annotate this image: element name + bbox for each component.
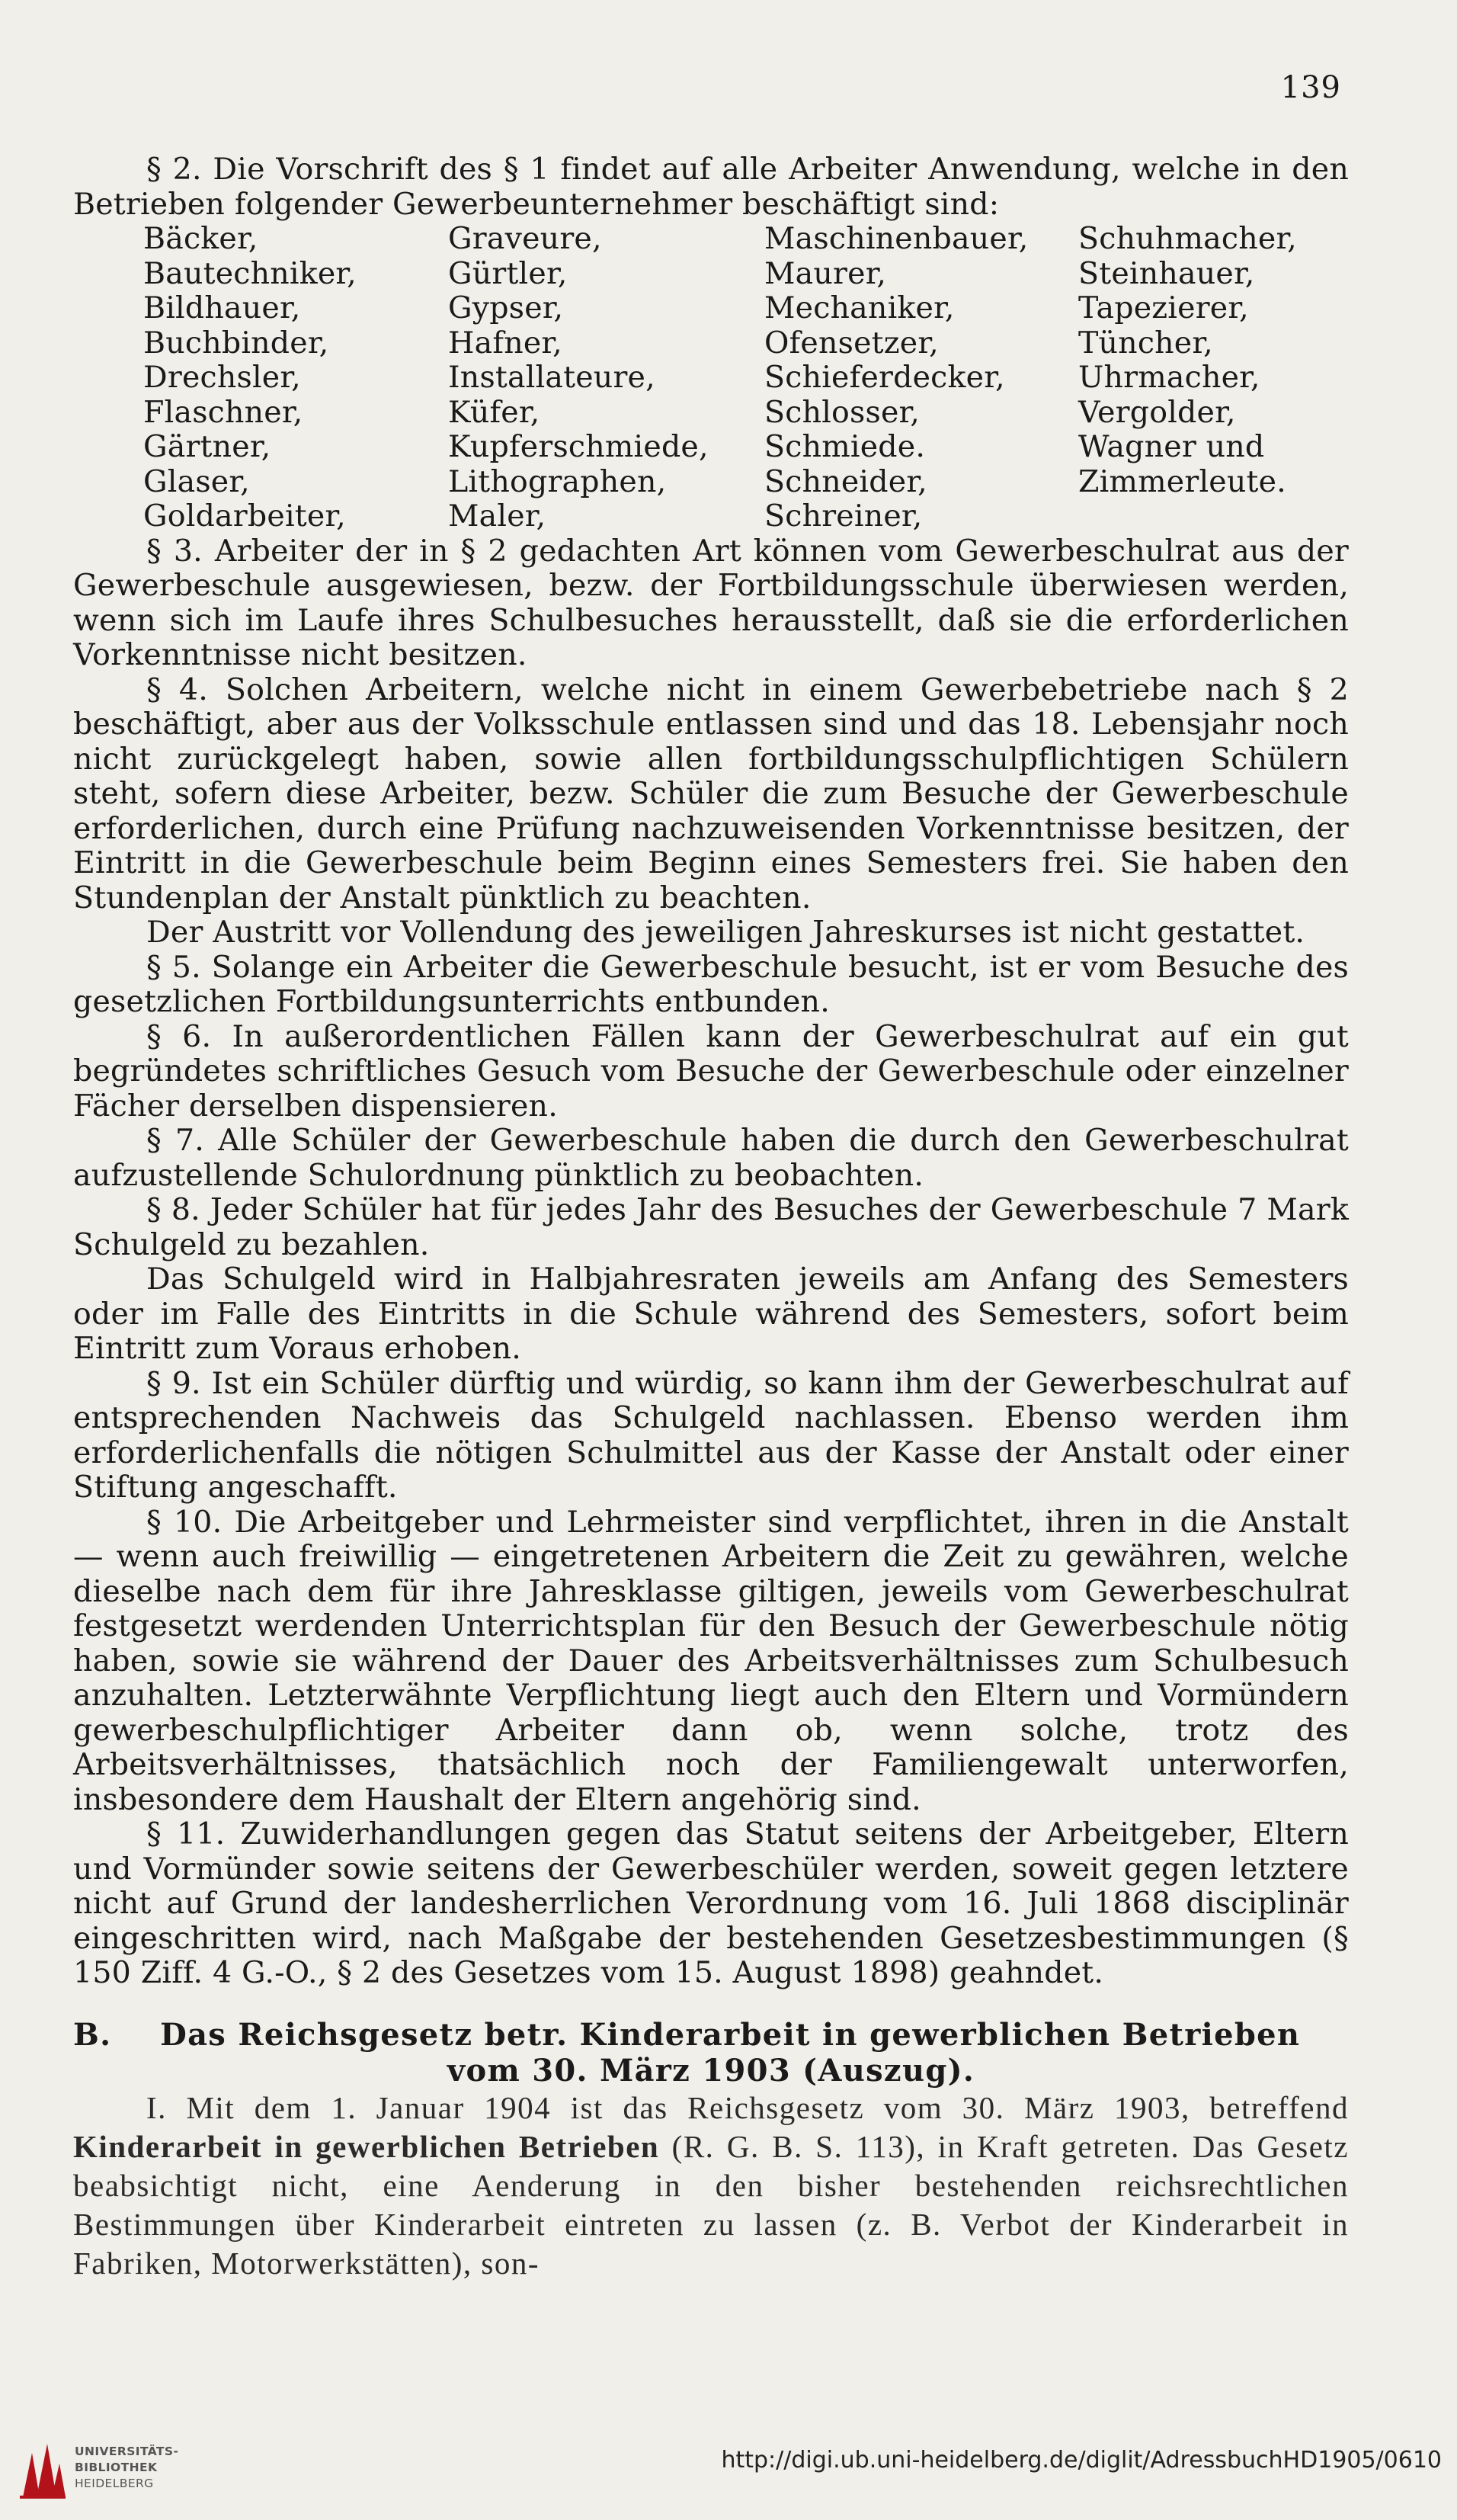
trade-item: Schlosser, xyxy=(764,394,921,430)
trade-item: Tapezierer, xyxy=(1078,290,1249,325)
trade-item: Steinhauer, xyxy=(1078,255,1255,291)
university-library-logo-icon xyxy=(17,2438,67,2500)
section-heading-line1: Das Reichsgesetz betr. Kinderarbeit in gewerblichen Betrieben xyxy=(160,2016,1301,2053)
section-heading xyxy=(73,2017,1349,2089)
trade-item: Gypser, xyxy=(448,290,564,325)
statute-paragraph: § 5. Solange ein Arbeiter die Gewerbeschule besucht, ist er vom Besuche des gesetzlichen Fortbildungsunterrichts entbunden. xyxy=(73,949,1349,1019)
trade-item: Flaschner, xyxy=(143,394,303,430)
trade-item: Gärtner, xyxy=(143,429,271,464)
trade-item: Graveure, xyxy=(448,221,602,256)
trade-item: Gürtler, xyxy=(448,255,568,291)
trade-item: Glaser, xyxy=(143,463,250,499)
trade-item: Tüncher, xyxy=(1078,325,1213,361)
paragraph-section-2: § 2. Die Vorschrift des § 1 findet auf alle Arbeiter Anwendung, welche in den Betrieben folgender Gewerbeunternehmer beschäftigt sind: xyxy=(73,152,1349,222)
trade-item: Bautechniker, xyxy=(143,255,357,291)
statute-paragraph: § 3. Arbeiter der in § 2 gedachten Art können vom Gewerbeschulrat aus der Gewerbeschule ausgewiesen, bezw. der Fortbildungsschule überwiesen werden, wenn sich im Laufe ihres Schulbesuches herausstellt, daß sie die erforderlichen Vorkenntnisse nicht besitzen. xyxy=(73,533,1349,672)
trade-item: Uhrmacher, xyxy=(1078,360,1260,395)
library-name-line2: BIBLIOTHEK xyxy=(75,2461,158,2474)
trade-item: Maurer, xyxy=(764,255,887,291)
trade-item: Schneider, xyxy=(764,463,927,499)
trade-item xyxy=(1078,499,1398,534)
library-name-line3: HEIDELBERG xyxy=(75,2477,154,2490)
trade-item: Bildhauer, xyxy=(143,290,301,325)
trade-item: Schmiede. xyxy=(764,429,926,464)
statute-paragraph: § 11. Zuwiderhandlungen gegen das Statut seitens der Arbeitgeber, Eltern und Vormünder sowie seitens der Gewerbeschüler werden, soweit gegen letztere nicht auf Grund der landesherrlichen Verordnung vom 16. Juli 1868 disciplinär eingeschritten wird, nach Maßgabe der bestehenden Gesetzesbestimmungen (§ 150 Ziff. 4 G.-O., § 2 des Gesetzes vom 15. August 1898) geahndet. xyxy=(73,1816,1349,1990)
trade-item: Lithographen, xyxy=(448,463,667,499)
excerpt-intro: I. Mit dem 1. Januar 1904 ist das Reichsgesetz vom 30. März 1903, betreffend xyxy=(146,2089,1349,2125)
statute-paragraph: Das Schulgeld wird in Halbjahresraten jeweils am Anfang des Semesters oder im Falle des Eintritts in die Schule während des Semesters, sofort beim Eintritt zum Voraus erhoben. xyxy=(73,1262,1349,1366)
statute-paragraph: § 7. Alle Schüler der Gewerbeschule haben die durch den Gewerbeschulrat aufzustellende Schulordnung pünktlich zu beobachten. xyxy=(73,1123,1349,1193)
trade-item: Goldarbeiter, xyxy=(143,499,346,534)
excerpt-rest: (R. G. B. S. 113), in Kraft getreten. Das Gesetz beabsichtigt nicht, eine Aenderung in den bisher bestehenden reichsrechtlichen Bestimmungen über Kinderarbeit eintreten zu lassen (z. B. Verbot der Kinderarbeit in Fabriken, Motorwerkstätten), son- xyxy=(73,2128,1350,2281)
trade-item: Schreiner, xyxy=(764,499,923,534)
trade-item: Mechaniker, xyxy=(764,290,955,325)
trade-item: Zimmerleute. xyxy=(1078,463,1286,499)
trade-item: Buchbinder, xyxy=(143,325,329,361)
trade-item: Schuhmacher, xyxy=(1078,221,1297,256)
statute-paragraph: § 4. Solchen Arbeitern, welche nicht in einem Gewerbebetriebe nach § 2 beschäftigt, aber aus der Volksschule entlassen sind und das 18. Lebensjahr noch nicht zurückgelegt haben, sowie allen fortbildungsschulpflichtigen Schülern steht, sofern diese Arbeiter, bezw. Schüler die zum Besuche der Gewerbeschule erforderlichen, durch eine Prüfung nachzuweisenden Vorkenntnisse besitzen, der Eintritt in die Gewerbeschule beim Beginn eines Semesters frei. Sie haben den Stundenplan der Anstalt pünktlich zu beachten. xyxy=(73,672,1349,915)
statute-paragraphs xyxy=(73,534,1349,1991)
trade-item: Maler, xyxy=(448,499,546,534)
section-letter: B. xyxy=(73,2016,112,2053)
excerpt-bold-title: Kinderarbeit in gewerblichen Betrieben xyxy=(73,2128,660,2164)
trade-item: Maschinenbauer, xyxy=(764,221,1029,256)
statute-paragraph: Der Austritt vor Vollendung des jeweiligen Jahreskurses ist nicht gestattet. xyxy=(146,915,1305,950)
library-name xyxy=(75,2444,178,2492)
trade-item: Bäcker, xyxy=(143,221,258,256)
excerpt-paragraph xyxy=(73,2089,1349,2283)
statute-paragraph: § 8. Jeder Schüler hat für jedes Jahr des Besuches der Gewerbeschule 7 Mark Schulgeld zu bezahlen. xyxy=(73,1192,1349,1262)
trade-item: Installateure, xyxy=(448,360,655,395)
statute-paragraph: § 6. In außerordentlichen Fällen kann der Gewerbeschulrat auf ein gut begründetes schriftliches Gesuch vom Besuche der Gewerbeschule oder einzelner Fächer derselben dispensieren. xyxy=(73,1018,1349,1124)
trade-item: Hafner, xyxy=(448,325,562,361)
trade-item: Drechsler, xyxy=(143,360,301,395)
trade-item: Ofensetzer, xyxy=(764,325,939,361)
statute-paragraph: § 9. Ist ein Schüler dürftig und würdig, so kann ihm der Gewerbeschulrat auf entsprechenden Nachweis das Schulgeld nachlassen. Ebenso werden ihm erforderlichenfalls die nötigen Schulmittel aus der Kasse der Anstalt oder einer Stiftung angeschafft. xyxy=(73,1365,1349,1505)
page-number: 139 xyxy=(1280,70,1341,105)
statute-paragraph: § 10. Die Arbeitgeber und Lehrmeister sind verpflichtet, ihren in die Anstalt — wenn auch freiwillig — eingetretenen Arbeitern die Zeit zu gewähren, welche dieselbe nach dem für ihre Jahresklasse giltigen, jeweils vom Gewerbeschulrat festgesetzt werdenden Unterrichtsplan für den Besuch der Gewerbeschule nötig haben, sowie sie während der Dauer des Arbeitsverhältnisses zum Schulbesuch anzuhalten. Letzterwähnte Verpflichtung liegt auch den Eltern und Vormündern gewerbeschulpflichtiger Arbeiter dann ob, wenn solche, trotz des Arbeitsverhältnisses, thatsächlich noch der Familiengewalt unterworfen, insbesondere dem Haushalt der Eltern angehörig sind. xyxy=(73,1504,1349,1817)
document-body xyxy=(73,152,1349,2283)
source-url-link[interactable]: http://digi.ub.uni-heidelberg.de/diglit/AdressbuchHD1905/0610 xyxy=(721,2447,1442,2474)
trade-item: Küfer, xyxy=(448,394,540,430)
section-heading-line2: vom 30. März 1903 (Auszug). xyxy=(447,2052,975,2089)
trade-item: Wagner und xyxy=(1078,429,1265,464)
footer xyxy=(0,2415,1457,2520)
library-name-line1: UNIVERSITÄTS- xyxy=(75,2445,179,2458)
trade-item: Vergolder, xyxy=(1078,394,1236,430)
trade-item: Kupferschmiede, xyxy=(448,429,709,464)
trade-list xyxy=(73,222,1349,534)
trade-item: Schieferdecker, xyxy=(764,360,1005,395)
